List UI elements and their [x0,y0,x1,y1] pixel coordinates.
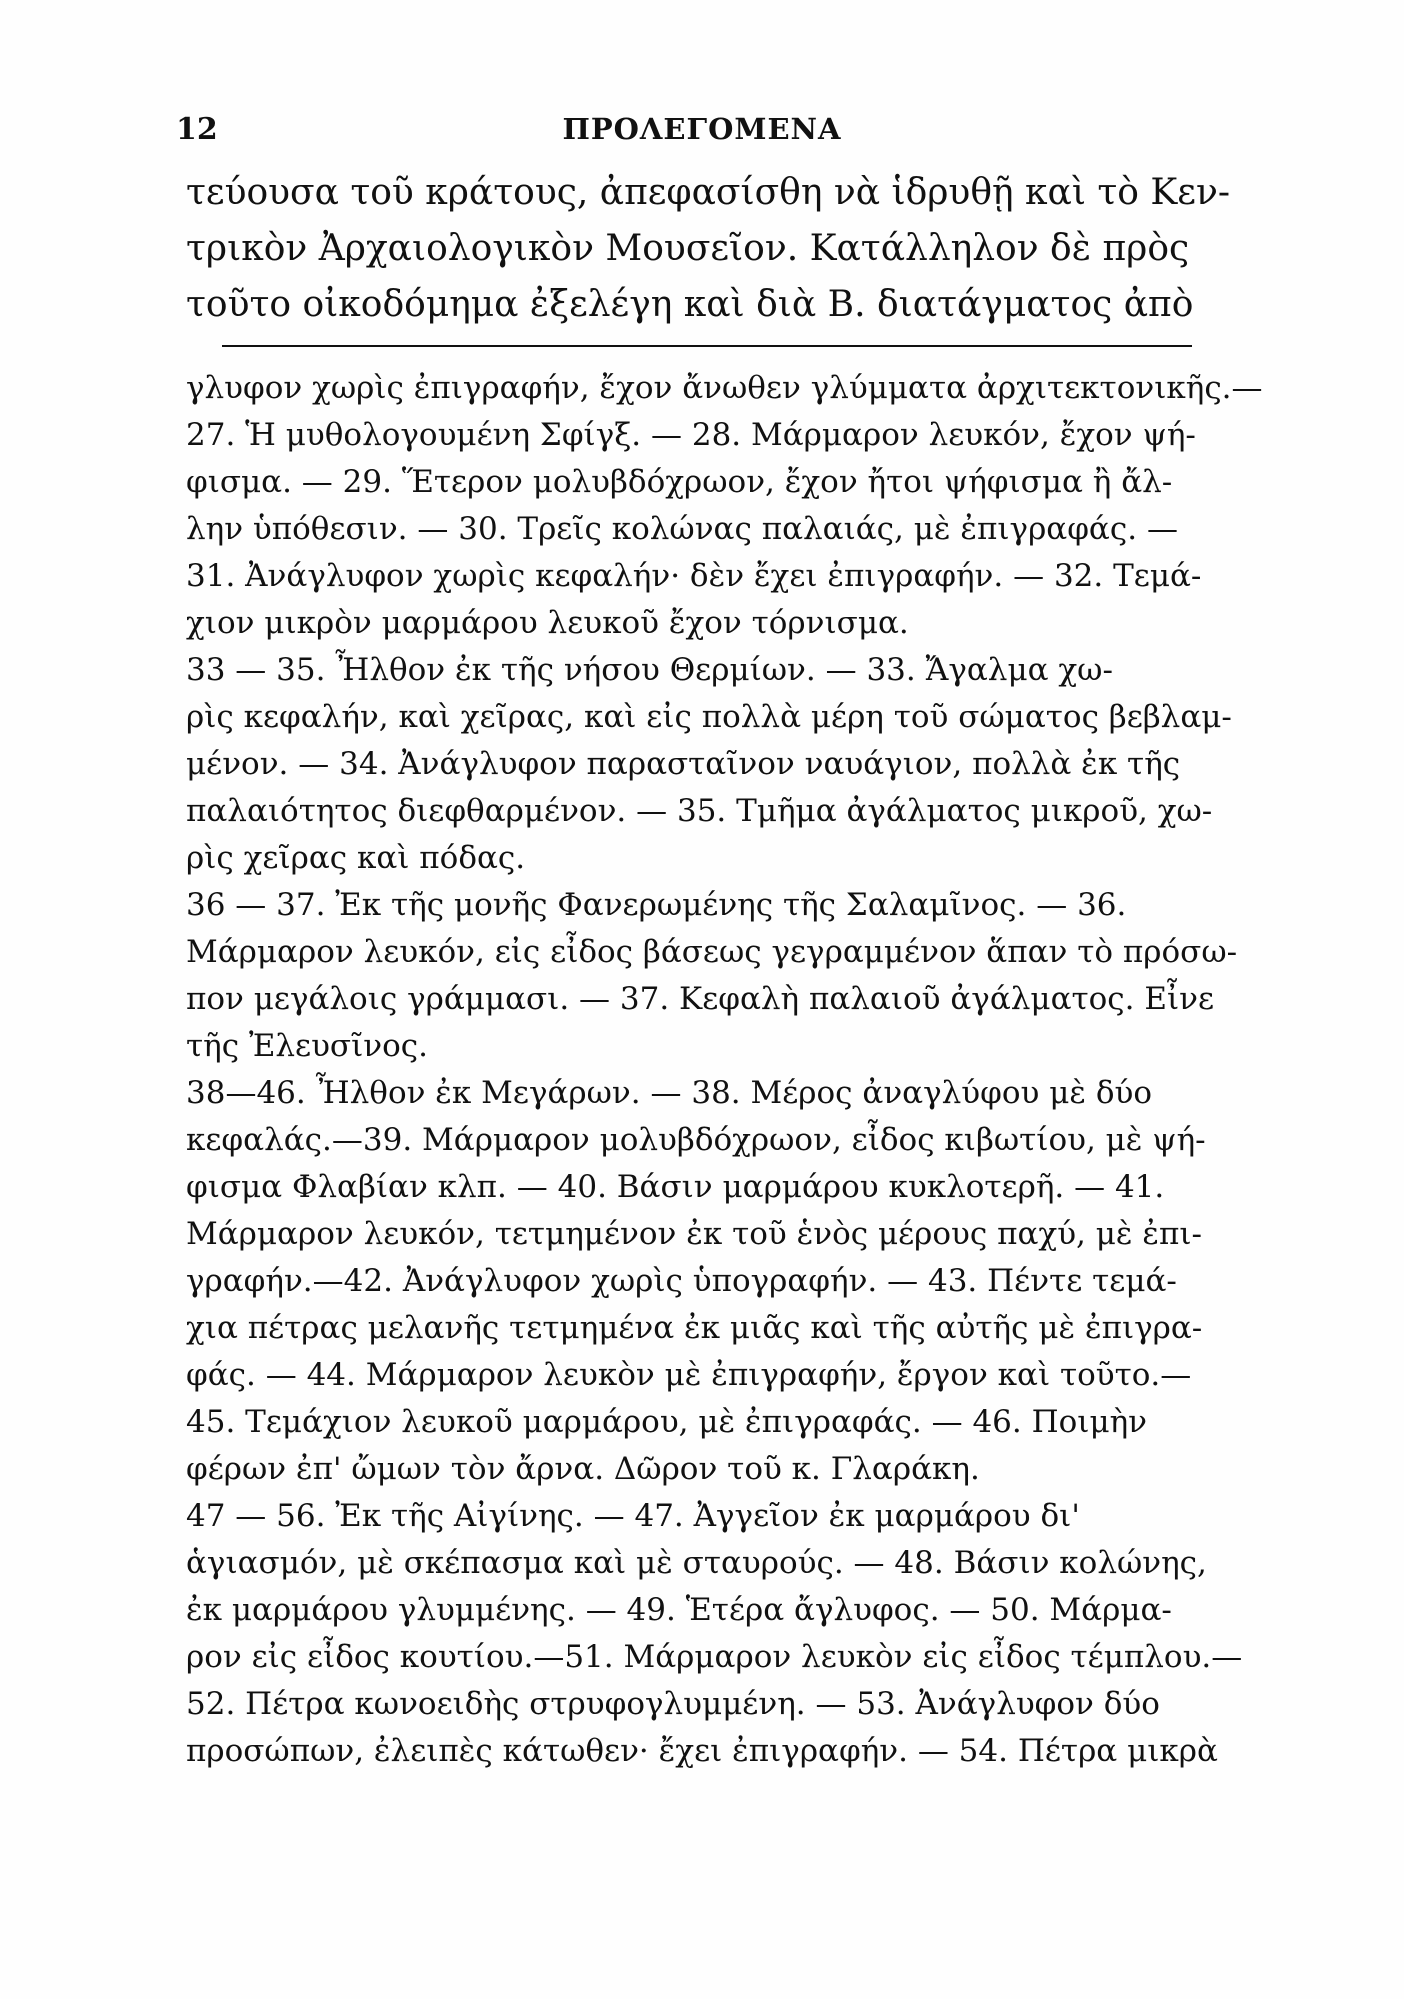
note-line: ρον εἰς εἶδος κουτίου.—51. Μάρμαρον λευκὸν εἰς εἶδος τέμπλου.— [186,1639,1243,1675]
page-header [176,112,1228,152]
note-line: χιον μικρὸν μαρμάρου λευκοῦ ἔχον τόρνισμα. [186,605,909,641]
note-line: ρὶς κεφαλήν, καὶ χεῖρας, καὶ εἰς πολλὰ μέρη τοῦ σώματος βεβλαμ- [186,699,1232,735]
note-line: Μάρμαρον λευκόν, εἰς εἶδος βάσεως γεγραμμένον ἅπαν τὸ πρόσω- [186,934,1238,970]
note-line: ἐκ μαρμάρου γλυμμένης. — 49. Ἑτέρα ἄγλυφος. — 50. Μάρμα- [186,1592,1172,1628]
note-line: φισμα Φλαβίαν κλπ. — 40. Βάσιν μαρμάρου κυκλοτερῆ. — 41. [186,1169,1165,1205]
main-text-line: τρικὸν Ἀρχαιολογικὸν Μουσεῖον. Κατάλληλον δὲ πρὸς [186,228,1190,269]
note-line: πον μεγάλοις γράμμασι. — 37. Κεφαλὴ παλαιοῦ ἀγάλματος. Εἶνε [186,981,1215,1017]
note-line: προσώπων, ἐλειπὲς κάτωθεν· ἔχει ἐπιγραφήν. — 54. Πέτρα μικρὰ [186,1733,1218,1769]
running-title: ΠΡΟΛΕΓΟΜΕΝΑ [562,112,842,146]
note-line: λην ὑπόθεσιν. — 30. Τρεῖς κολώνας παλαιάς, μὲ ἐπιγραφάς. — [186,511,1178,547]
catalogue-notes [186,365,1263,1775]
note-line: παλαιότητος διεφθαρμένον. — 35. Τμῆμα ἀγάλματος μικροῦ, χω- [186,793,1213,829]
note-line: τῆς Ἐλευσῖνος. [186,1028,428,1064]
note-line: γραφήν.—42. Ἀνάγλυφον χωρὶς ὑπογραφήν. — 43. Πέντε τεμά- [186,1263,1177,1299]
note-line: Μάρμαρον λευκόν, τετμημένον ἐκ τοῦ ἑνὸς μέρους παχύ, μὲ ἐπι- [186,1216,1203,1252]
note-line: φέρων ἐπ' ὤμων τὸν ἄρνα. Δῶρον τοῦ κ. Γλαράκη. [186,1451,980,1487]
note-line: 33 — 35. Ἦλθον ἐκ τῆς νήσου Θερμίων. — 33. Ἄγαλμα χω- [186,652,1113,688]
page-number: 12 [176,112,218,147]
note-line: ἁγιασμόν, μὲ σκέπασμα καὶ μὲ σταυρούς. — 48. Βάσιν κολώνης, [186,1545,1207,1581]
note-line: 47 — 56. Ἐκ τῆς Αἰγίνης. — 47. Ἀγγεῖον ἐκ μαρμάρου δι' [186,1498,1080,1534]
note-line: φισμα. — 29. Ἕτερον μολυβδόχρωον, ἔχον ἤτοι ψήφισμα ἢ ἄλ- [186,464,1173,500]
note-line: κεφαλάς.—39. Μάρμαρον μολυβδόχρωον, εἶδος κιβωτίου, μὲ ψή- [186,1122,1206,1158]
note-line: χια πέτρας μελανῆς τετμημένα ἐκ μιᾶς καὶ τῆς αὐτῆς μὲ ἐπιγρα- [186,1310,1203,1346]
note-line: φάς. — 44. Μάρμαρον λευκὸν μὲ ἐπιγραφήν, ἔργον καὶ τοῦτο.— [186,1357,1192,1393]
main-text-line: τοῦτο οἰκοδόμημα ἐξελέγη καὶ διὰ Β. διατάγματος ἀπὸ [186,284,1194,325]
note-line: 36 — 37. Ἐκ τῆς μονῆς Φανερωμένης τῆς Σαλαμῖνος. — 36. [186,887,1127,923]
note-line: μένον. — 34. Ἀνάγλυφον παρασταῖνον ναυάγιον, πολλὰ ἐκ τῆς [186,746,1181,782]
note-line: 52. Πέτρα κωνοειδὴς στρυφογλυμμένη. — 53. Ἀνάγλυφον δύο [186,1686,1160,1722]
note-line: 27. Ἡ μυθολογουμένη Σφίγξ. — 28. Μάρμαρον λευκόν, ἔχον ψή- [186,417,1196,453]
note-line: 45. Τεμάχιον λευκοῦ μαρμάρου, μὲ ἐπιγραφάς. — 46. Ποιμὴν [186,1404,1148,1440]
note-line: 38—46. Ἦλθον ἐκ Μεγάρων. — 38. Μέρος ἀναγλύφου μὲ δύο [186,1075,1153,1111]
main-text [186,165,1230,333]
note-line: 31. Ἀνάγλυφον χωρὶς κεφαλήν· δὲν ἔχει ἐπιγραφήν. — 32. Τεμά- [186,558,1202,594]
note-line: γλυφον χωρὶς ἐπιγραφήν, ἔχον ἄνωθεν γλύμματα ἀρχιτεκτονικῆς.— [186,370,1263,406]
main-text-line: τεύουσα τοῦ κράτους, ἀπεφασίσθη νὰ ἱδρυθῇ καὶ τὸ Κεν- [186,172,1230,213]
note-line: ρὶς χεῖρας καὶ πόδας. [186,840,526,876]
footnote-separator [222,345,1192,347]
